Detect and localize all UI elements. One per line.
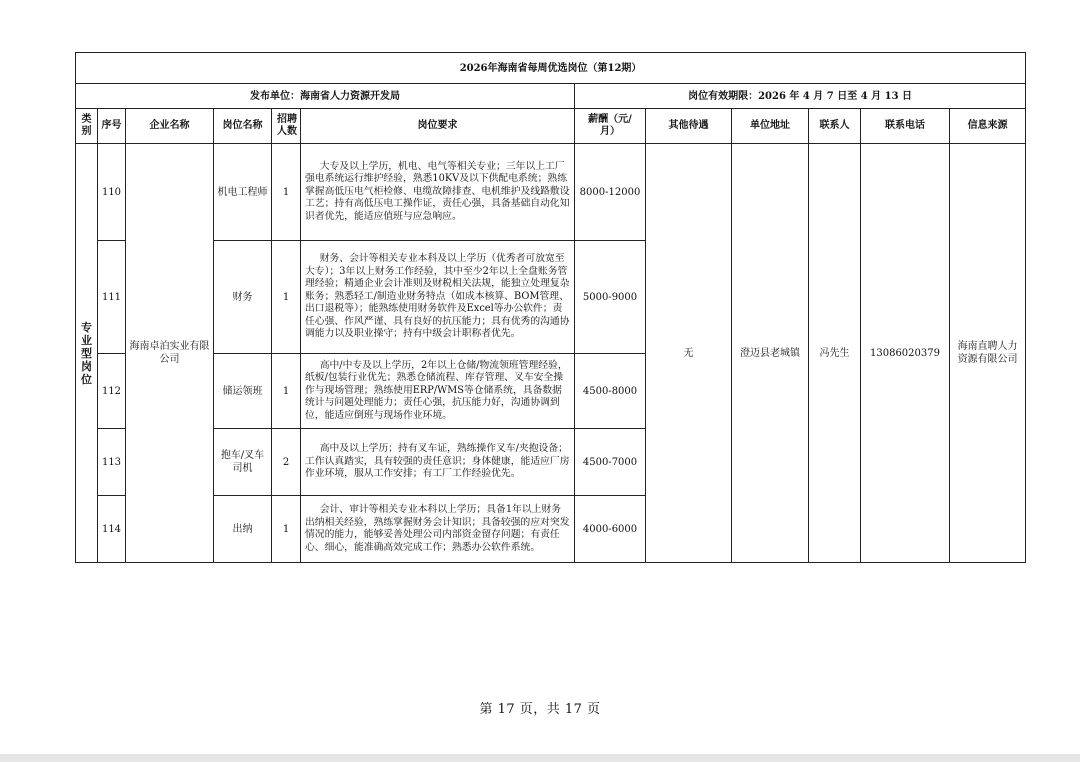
- row-requirements: 高中及以上学历；持有叉车证，熟练操作叉车/夹抱设备；工作认真踏实，具有较强的责任意识；身体健康，能适应厂房作业环境，服从工作安排；有工厂工作经验优先。: [301, 429, 575, 496]
- row-requirements: 财务、会计等相关专业本科及以上学历（优秀者可放宽至大专）；3年以上财务工作经验，其中至少2年以上全盘账务管理经验；精通企业会计准则及财税相关法规，能独立处理复杂账务；熟悉轻工/制造业财务特点（如成本核算、BOM管理、出口退税等）；能熟练使用财务软件及Excel等办公软件；责任心强、作风严谨、具有良好的抗压能力；具有优秀的沟通协调能力以及职业操守；持有中级会计职称者优先。: [301, 241, 575, 354]
- row-position: 财务: [214, 241, 272, 354]
- header-position: 岗位名称: [214, 109, 272, 144]
- row-no: 110: [98, 144, 126, 241]
- row-position: 机电工程师: [214, 144, 272, 241]
- row-no: 112: [98, 354, 126, 429]
- row-salary: 8000-12000: [575, 144, 646, 241]
- address-cell: 澄迈县老城镇: [732, 144, 809, 563]
- company-cell: 海南卓泊实业有限公司: [126, 144, 214, 563]
- row-count: 1: [272, 354, 301, 429]
- row-count: 1: [272, 241, 301, 354]
- row-requirements: 大专及以上学历，机电、电气等相关专业；三年以上工厂强电系统运行维护经验，熟悉10KV及以下供配电系统；熟练掌握高低压电气柜检修、电缆故障排查、电机维护及线路敷设工艺；持有高低压电工操作证，责任心强，具备基础自动化知识者优先，能适应值班与应急响应。: [301, 144, 575, 241]
- table-row: [76, 144, 1026, 241]
- row-salary: 4000-6000: [575, 496, 646, 563]
- category-cell: 专业型岗位: [76, 144, 98, 563]
- header-address: 单位地址: [732, 109, 809, 144]
- row-requirements: 高中/中专及以上学历，2年以上仓储/物流领班管理经验，纸板/包装行业优先；熟悉仓储流程、库存管理、叉车安全操作与现场管理；熟练使用ERP/WMS等仓储系统，具备数据统计与问题处理能力；责任心强，抗压能力好，沟通协调到位，能适应倒班与现场作业环境。: [301, 354, 575, 429]
- table-title: 2026年海南省每周优选岗位（第12期）: [76, 53, 1026, 84]
- source-cell: 海南直聘人力资源有限公司: [950, 144, 1026, 563]
- row-salary: 5000-9000: [575, 241, 646, 354]
- header-company: 企业名称: [126, 109, 214, 144]
- row-requirements: 会计、审计等相关专业本科以上学历；具备1年以上财务出纳相关经验，熟练掌握财务会计知识；具备较强的应对突发情况的能力，能够妥善处理公司内部资金留存问题；有责任心、细心，能准确高效完成工作；熟悉办公软件系统。: [301, 496, 575, 563]
- publisher-label: 发布单位：海南省人力资源开发局: [76, 84, 575, 109]
- header-phone: 联系电话: [861, 109, 950, 144]
- header-contact: 联系人: [809, 109, 861, 144]
- header-row: [76, 109, 1026, 144]
- row-count: 2: [272, 429, 301, 496]
- header-count: 招聘人数: [272, 109, 301, 144]
- page-number: 第 17 页，共 17 页: [479, 702, 601, 717]
- header-salary: 薪酬（元/月）: [575, 109, 646, 144]
- benefits-cell: 无: [646, 144, 732, 563]
- row-count: 1: [272, 144, 301, 241]
- header-category: 类别: [76, 109, 98, 144]
- row-position: 出纳: [214, 496, 272, 563]
- header-benefits: 其他待遇: [646, 109, 732, 144]
- row-position: 抱车/叉车司机: [214, 429, 272, 496]
- row-position: 储运领班: [214, 354, 272, 429]
- row-count: 1: [272, 496, 301, 563]
- job-table: [75, 52, 1026, 563]
- row-no: 113: [98, 429, 126, 496]
- validity-label: 岗位有效期限：2026 年 4 月 7 日至 4 月 13 日: [575, 84, 1026, 109]
- header-source: 信息来源: [950, 109, 1026, 144]
- row-salary: 4500-7000: [575, 429, 646, 496]
- row-no: 111: [98, 241, 126, 354]
- header-requirements: 岗位要求: [301, 109, 575, 144]
- row-no: 114: [98, 496, 126, 563]
- page-bottom-edge: [0, 754, 1080, 762]
- header-no: 序号: [98, 109, 126, 144]
- row-salary: 4500-8000: [575, 354, 646, 429]
- phone-cell: 13086020379: [861, 144, 950, 563]
- contact-cell: 冯先生: [809, 144, 861, 563]
